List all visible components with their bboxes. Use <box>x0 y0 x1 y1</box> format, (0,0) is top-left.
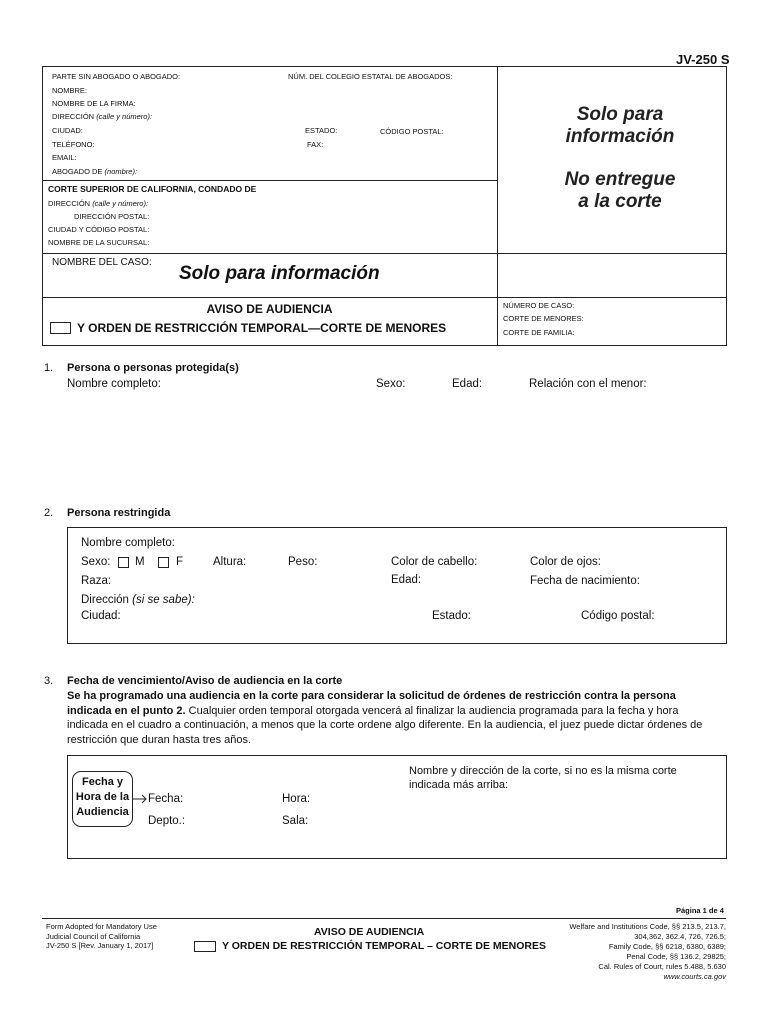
arrow-right-icon <box>132 794 148 804</box>
hearing-time-label: Hora: <box>282 793 311 805</box>
restrained-zip-label: Código postal: <box>581 610 655 622</box>
restrained-address-text: Dirección <box>81 594 129 606</box>
right-column-divider <box>497 66 498 346</box>
section3-heading: Fecha de vencimiento/Aviso de audiencia en la corte <box>67 675 343 687</box>
restrained-sex-label: Sexo: <box>81 556 111 568</box>
title-bottom-rule <box>42 345 726 346</box>
restrained-state-label: Estado: <box>432 610 471 622</box>
badge-line3: Audiencia <box>76 806 129 818</box>
section2-number: 2. <box>44 507 54 519</box>
other-court-line2: indicada más arriba: <box>409 779 509 791</box>
attorney-court-rule <box>42 180 498 181</box>
attorney-state-label: ESTADO: <box>305 126 338 135</box>
footer-title-line2: Y ORDEN DE RESTRICCIÓN TEMPORAL – CORTE DE MENORES <box>222 940 546 952</box>
section3-body <box>67 689 727 747</box>
restrained-person-box <box>67 527 727 644</box>
code-line2: 304,362, 362.4, 726, 726.5; <box>634 932 726 941</box>
restrained-city-label: Ciudad: <box>81 610 121 622</box>
attorney-email-label: EMAIL: <box>52 153 77 162</box>
attorney-for-text: ABOGADO DE <box>52 167 103 176</box>
bar-number-label: NÚM. DEL COLEGIO ESTATAL DE ABOGADOS: <box>288 72 453 81</box>
section1-number: 1. <box>44 362 54 374</box>
eye-color-label: Color de ojos: <box>530 556 601 568</box>
other-court-line1: Nombre y dirección de la corte, si no es la misma corte <box>409 765 677 777</box>
attorney-name-label: NOMBRE: <box>52 86 88 95</box>
footer-title-line1: AVISO DE AUDIENCIA <box>314 926 425 938</box>
section3-bold-line1: Se ha programado una audiencia en la corte para considerar la solicitud de órdenes de restricción contra la persona <box>67 690 676 702</box>
sex-female-label: F <box>176 556 184 568</box>
case-name-stamp: Solo para información <box>179 263 380 284</box>
attorney-for-hint: (nombre): <box>104 167 138 176</box>
do-not-file-line2: a la corte <box>578 191 662 212</box>
code-line5: Cal. Rules of Court, rules 5.488, 5.630 <box>598 962 726 971</box>
attorney-for-label <box>52 167 137 176</box>
code-line1: Welfare and Institutions Code, §§ 213.5, 213.7, <box>569 922 726 931</box>
adopted-line1: Form Adopted for Mandatory Use <box>46 922 157 931</box>
protected-age-label: Edad: <box>452 378 483 390</box>
section3-line4: restricción que duran hasta tres años. <box>67 733 252 746</box>
code-citations <box>540 922 726 982</box>
hearing-room-label: Sala: <box>282 815 309 827</box>
badge-line1: Fecha y <box>82 776 123 788</box>
header-rule <box>42 66 726 67</box>
right-border <box>726 66 727 346</box>
race-label: Raza: <box>81 575 112 587</box>
badge-line2: Hora de la <box>75 791 130 803</box>
section3-bold-line2: indicada en el punto 2. <box>67 704 186 717</box>
hair-color-label: Color de cabello: <box>391 556 478 568</box>
section2-heading: Persona restringida <box>67 507 171 519</box>
weight-label: Peso: <box>288 556 318 568</box>
title-line2: Y ORDEN DE RESTRICCIÓN TEMPORAL—CORTE DE MENORES <box>77 321 447 335</box>
hearing-badge <box>72 771 133 827</box>
hearing-box <box>67 755 727 859</box>
protected-name-label: Nombre completo: <box>67 378 161 390</box>
footer-title-checkbox[interactable] <box>194 941 216 952</box>
hearing-dept-label: Depto.: <box>148 815 186 827</box>
form-id: JV-250 S <box>676 52 730 67</box>
attorney-zip-label: CÓDIGO POSTAL: <box>380 127 444 136</box>
section3-line2-rest: Cualquier orden temporal otorgada vencerá al finalizar la audiencia programada para la fecha y hora <box>188 704 679 717</box>
court-branch-label: NOMBRE DE LA SUCURSAL: <box>48 238 150 247</box>
restrained-age-label: Edad: <box>391 574 422 586</box>
sex-male-checkbox[interactable] <box>118 557 129 568</box>
court-street-text: DIRECCIÓN <box>48 199 91 208</box>
attorney-party-label: PARTE SIN ABOGADO O ABOGADO: <box>52 72 181 81</box>
case-name-rule <box>42 253 726 254</box>
restrained-address-hint: (si se sabe): <box>132 594 195 606</box>
restrained-address-label <box>81 594 195 606</box>
code-line4: Penal Code, §§ 136.2, 29825; <box>626 952 726 961</box>
hearing-date-label: Fecha: <box>148 793 184 805</box>
attorney-phone-label: TELÉFONO: <box>52 140 95 149</box>
case-name-label: NOMBRE DEL CASO: <box>52 257 152 268</box>
footer-rule <box>42 918 726 919</box>
sex-female-checkbox[interactable] <box>158 557 169 568</box>
juvenile-case-label: CORTE DE MENORES: <box>503 314 584 323</box>
height-label: Altura: <box>213 556 247 568</box>
title-checkbox[interactable] <box>50 322 71 334</box>
section1-heading: Persona o personas protegida(s) <box>67 362 239 374</box>
info-only-line2: información <box>565 126 675 147</box>
restrained-name-label: Nombre completo: <box>81 537 175 549</box>
dob-label: Fecha de nacimiento: <box>530 575 640 587</box>
court-mailing-label: DIRECCIÓN POSTAL: <box>74 212 150 221</box>
firm-name-label: NOMBRE DE LA FIRMA: <box>52 99 136 108</box>
address-hint-text: (calle y número): <box>96 112 153 121</box>
court-street-label <box>48 199 148 208</box>
adopted-line2: Judicial Council of California <box>46 931 141 941</box>
sex-male-label: M <box>135 556 145 568</box>
protected-relation-label: Relación con el menor: <box>529 378 647 390</box>
case-number-label: NÚMERO DE CASO: <box>503 301 575 310</box>
court-street-hint: (calle y número): <box>92 199 149 208</box>
address-label-text: DIRECCIÓN <box>52 112 95 121</box>
do-not-file-stamp <box>520 169 720 213</box>
court-title: CORTE SUPERIOR DE CALIFORNIA, CONDADO DE <box>48 184 257 194</box>
attorney-address-label <box>52 112 152 121</box>
info-only-line1: Solo para <box>576 104 664 125</box>
title-top-rule <box>42 297 726 298</box>
family-case-label: CORTE DE FAMILIA: <box>503 328 575 337</box>
info-only-stamp <box>520 104 720 148</box>
section3-line2 <box>67 704 727 719</box>
title-line1: AVISO DE AUDIENCIA <box>206 302 333 316</box>
attorney-city-label: CIUDAD: <box>52 126 83 135</box>
page-number: Página 1 de 4 <box>676 906 724 915</box>
attorney-fax-label: FAX: <box>307 140 324 149</box>
section3-line3: indicada en el cuadro a continuación, a menos que la corte ordene algo diferente. En la audiencia, el juez puede dictar órdenes de <box>67 719 703 731</box>
court-city-zip-label: CIUDAD Y CÓDIGO POSTAL: <box>48 225 150 234</box>
protected-sex-label: Sexo: <box>376 378 406 390</box>
section3-number: 3. <box>44 675 54 687</box>
courts-website-link[interactable]: www.courts.ca.gov <box>663 972 726 981</box>
adopted-note <box>46 922 157 951</box>
code-line3: Family Code, §§ 6218, 6380, 6389; <box>608 942 726 951</box>
other-court-address <box>409 764 677 792</box>
adopted-line3: JV-250 S [Rev. January 1, 2017] <box>46 941 154 950</box>
do-not-file-line1: No entregue <box>564 169 676 190</box>
